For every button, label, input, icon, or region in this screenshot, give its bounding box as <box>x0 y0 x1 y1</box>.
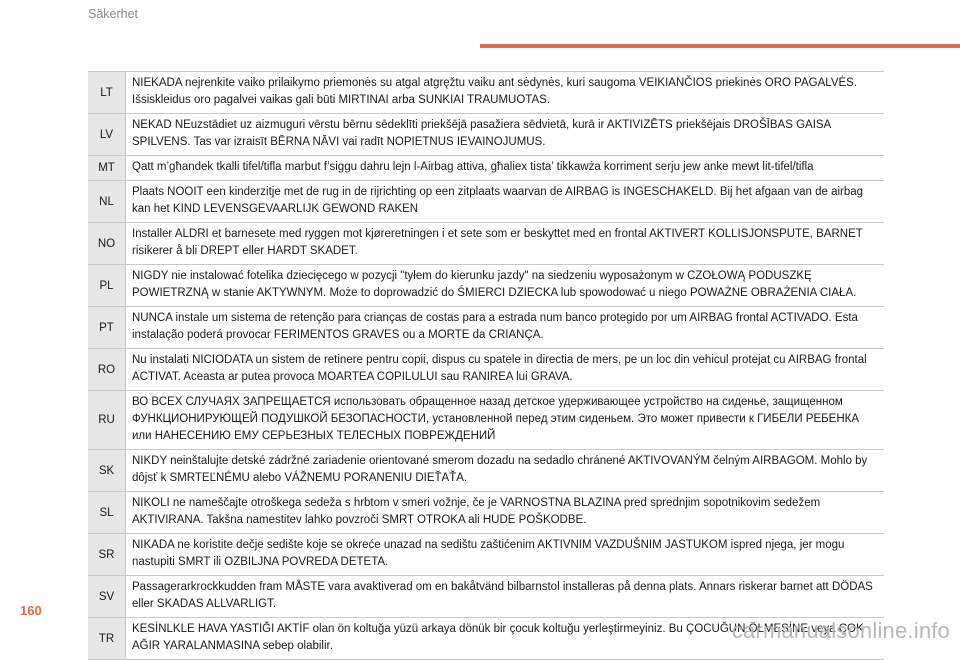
language-code: SK <box>88 450 126 491</box>
warning-text: NIKADA ne koristite dečje sedište koje se okreće unazad na sedištu zaštićenim AKTIVNIM VAZDUŠNIM JASTUKOM ispred njega, jer mogu nastupiti SMRT ili OZBILJNA POVREDA DETETA. <box>132 539 845 568</box>
table-row <box>88 307 884 349</box>
warning-text: KESİNLKLE HAVA YASTIĞI AKTİF olan ön koltuğa yüzü arkaya dönük bir çocuk koltuğu yerleştirmeyiniz. Bu ÇOCUĞUN ÖLMESİNE veya ÇOK AĞIR YARALANMASINA sebep olabilir. <box>132 623 864 652</box>
warning-text: NUNCA instale um sistema de retenção para crianças de costas para a estrada num banco protegido por um AIRBAG frontal ACTIVADO. Esta instalação poderá provocar FERIMENTOS GRAVES ou a MORTE da CRIANÇA. <box>132 312 858 341</box>
warning-text: Plaats NOOIT een kinderzitje met de rug in de rijrichting op een zitplaats waarvan de AIRBAG is INGESCHAKELD. Bij het afgaan van de airbag kan het KIND LEVENSGEVAARLIJK GEWOND RAKEN <box>132 186 864 215</box>
warning-text: ВО ВСЕХ СЛУЧАЯХ ЗАПРЕЩАЕТСЯ использовать обращенное назад детское удерживающее устройство на сиденье, защищенном ФУНКЦИОНИРУЮЩЕЙ ПОДУШКОЙ БЕЗОПАСНОСТИ, установленной перед этим сиденьем. Это может привести к ГИБЕЛИ РЕБЕНКА или НАНЕСЕНИЮ ЕМУ СЕРЬЕЗНЫХ ТЕЛЕСНЫХ ПОВРЕЖДЕНИЙ <box>132 396 860 442</box>
table-row <box>88 349 884 391</box>
language-code: SR <box>88 534 126 575</box>
table-row <box>88 534 884 576</box>
section-title: Säkerhet <box>88 7 139 21</box>
warning-text: Passagerarkrockkudden fram MÅSTE vara avaktiverad om en bakåtvänd bilbarnstol installeras på denna plats. Annars riskerar barnet att DÖDAS eller SKADAS ALLVARLIGT. <box>132 581 873 610</box>
table-row <box>88 223 884 265</box>
language-code: MT <box>88 156 126 180</box>
language-warning-table <box>88 71 884 660</box>
warning-text: NIKDY neinštalujte detské zádržné zariadenie orientované smerom dozadu na sedadlo chránené AKTIVOVANÝM čelným AIRBAGOM. Mohlo by dôjsť k SMRTEĽNÉMU alebo VÁŽNEMU PORANENIU DIEŤAŤA. <box>132 455 868 484</box>
language-code: SL <box>88 492 126 533</box>
warning-text: Installer ALDRI et barnesete med ryggen mot kjøreretningen i et sete som er beskyttet med en frontal AKTIVERT KOLLISJONSPUTE, BARNET risikerer å bli DREPT eller HARDT SKADET. <box>132 228 863 257</box>
language-code: LV <box>88 114 126 155</box>
language-code: NL <box>88 181 126 222</box>
language-code: SV <box>88 576 126 617</box>
table-row <box>88 450 884 492</box>
warning-text: NIEKADA nejrenkite vaiko prilaikymo priemonės su atgal atgręžtu vaiku ant sėdynės, kuri saugoma VEIKIANČIOS priekinės ORO PAGALVĖS. Išsiskleidus oro pagalvei vaikas gali būti MIRTINAI arba SUNKIAI TRAUMUOTAS. <box>132 77 858 106</box>
warning-text: Qatt m’għandek tkalli tifel/tifla marbut f’siggu dahru lejn l-Airbag attiva, għaliex tista’ tikkawża korriment serju jew anke mewt lit-tifel/tifla <box>132 161 814 173</box>
language-code: RU <box>88 391 126 449</box>
warning-text: NIGDY nie instalować fotelika dziecięcego w pozycji "tyłem do kierunku jazdy" na siedzeniu wyposażonym w CZOŁOWĄ PODUSZKĘ POWIETRZNĄ w stanie AKTYWNYM. Może to doprowadzić do ŚMIERCI DZIECKA lub spowodować u niego POWAŻNE OBRAŻENIA CIAŁA. <box>132 270 857 299</box>
table-row <box>88 391 884 450</box>
table-row <box>88 492 884 534</box>
language-code: PL <box>88 265 126 306</box>
header-accent-bar <box>480 44 960 48</box>
warning-text: NIKOLI ne nameščajte otroškega sedeža s hrbtom v smeri vožnje, če je VARNOSTNA BLAZINA pred sprednjim sopotnikovim sedežem AKTIVIRANA. Takšna namestitev lahko povzroči SMRT OTROKA ali HUDE POŠKODBE. <box>132 497 821 526</box>
language-code: PT <box>88 307 126 348</box>
table-row <box>88 181 884 223</box>
language-code: RO <box>88 349 126 390</box>
table-row <box>88 72 884 114</box>
warning-text: NEKAD NEuzstādiet uz aizmuguri vērstu bērnu sēdeklīti priekšējā pasažiera sēdvietā, kurā ir AKTIVIZĒTS priekšējais DROŠĪBAS GAISA SPILVENS. Tas var izraisīt BĒRNA NĀVI vai radīt NOPIETNUS IEVAINOJUMUS. <box>132 119 831 148</box>
watermark: carmanualsonline.info <box>731 618 950 643</box>
table-row <box>88 156 884 181</box>
table-row <box>88 576 884 618</box>
language-code: NO <box>88 223 126 264</box>
language-code: LT <box>88 72 126 113</box>
language-code: TR <box>88 618 126 659</box>
warning-text: Nu instalati NICIODATA un sistem de retinere pentru copii, dispus cu spatele in directia de mers, pe un loc din vehicul protejat cu AIRBAG frontal ACTIVAT. Aceasta ar putea provoca MOARTEA COPILULUI sau RANIREA lui GRAVA. <box>132 354 867 383</box>
table-row <box>88 114 884 156</box>
table-row <box>88 265 884 307</box>
page-number: 160 <box>20 603 42 618</box>
